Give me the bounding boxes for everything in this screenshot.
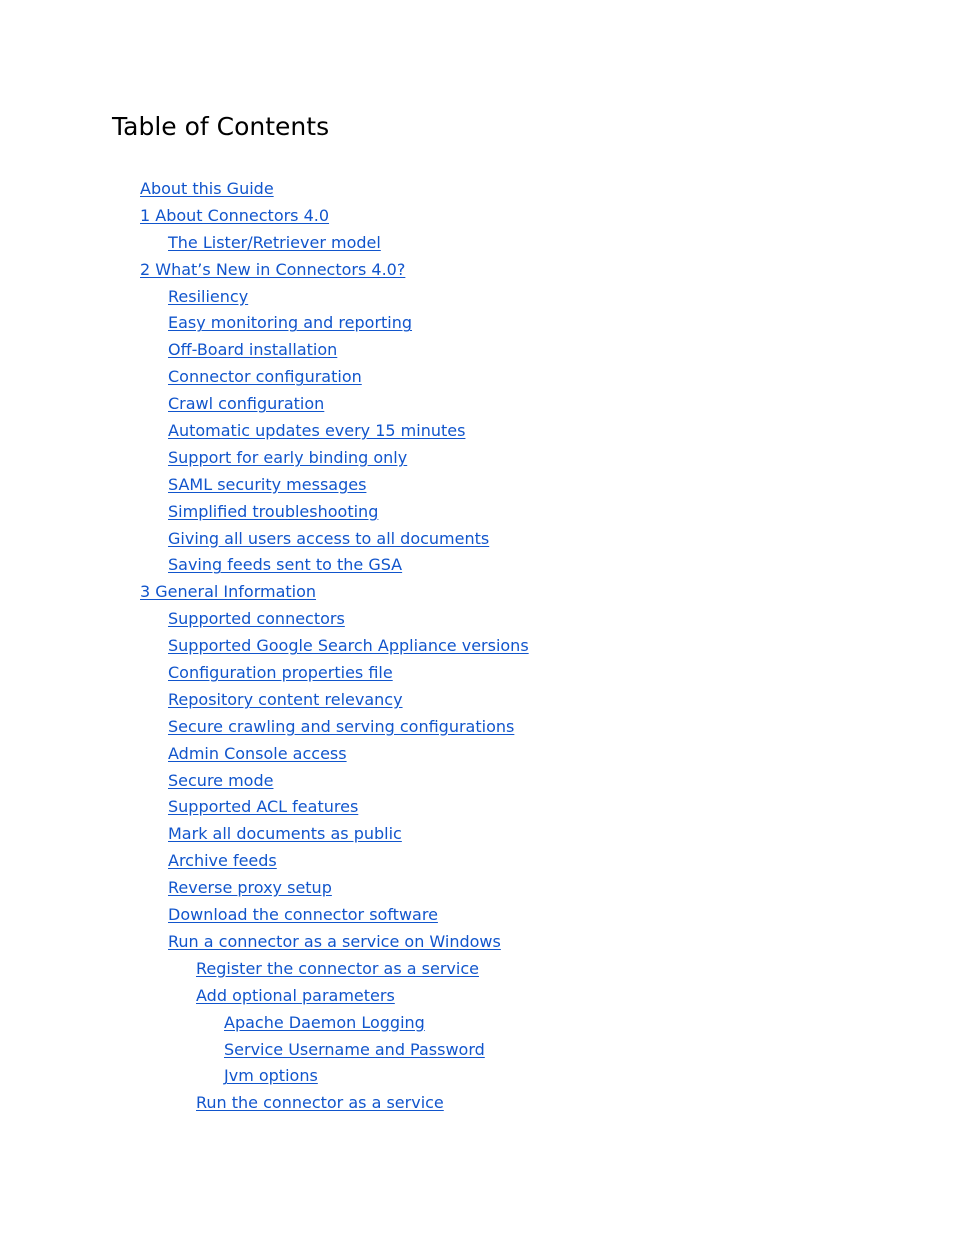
toc-link[interactable]: Repository content relevancy <box>168 689 403 709</box>
toc-link[interactable]: Secure crawling and serving configurations <box>168 716 515 736</box>
toc-entry <box>140 794 529 821</box>
toc-entry <box>140 257 529 284</box>
toc-entry <box>140 418 529 445</box>
toc-link[interactable]: Add optional parameters <box>196 985 395 1005</box>
toc-entry <box>140 606 529 633</box>
toc-entry <box>140 660 529 687</box>
toc-entry <box>140 714 529 741</box>
toc-link[interactable]: 1 About Connectors 4.0 <box>140 205 330 225</box>
toc-entry <box>140 1010 529 1037</box>
toc-entry <box>140 1063 529 1090</box>
toc-link[interactable]: The Lister/Retriever model <box>168 232 381 252</box>
toc-link[interactable]: Mark all documents as public <box>168 824 402 844</box>
toc-entry <box>140 633 529 660</box>
toc-link[interactable]: Supported connectors <box>168 609 345 629</box>
toc-entry <box>140 310 529 337</box>
toc-entry <box>140 821 529 848</box>
toc-entry <box>140 552 529 579</box>
toc-entry <box>140 956 529 983</box>
toc-list <box>140 176 529 1117</box>
toc-entry <box>140 902 529 929</box>
toc-entry <box>140 741 529 768</box>
toc-entry <box>140 472 529 499</box>
toc-link[interactable]: Crawl configuration <box>168 394 325 414</box>
toc-link[interactable]: Archive feeds <box>168 851 277 871</box>
toc-entry <box>140 983 529 1010</box>
toc-link[interactable]: Download the connector software <box>168 905 438 925</box>
toc-entry <box>140 875 529 902</box>
toc-entry <box>140 1037 529 1064</box>
toc-link[interactable]: Service Username and Password <box>224 1039 485 1059</box>
toc-entry <box>140 230 529 257</box>
toc-entry <box>140 526 529 553</box>
toc-link[interactable]: Resiliency <box>168 286 249 306</box>
toc-link[interactable]: Saving feeds sent to the GSA <box>168 555 403 575</box>
toc-link[interactable]: Run the connector as a service <box>196 1093 444 1113</box>
toc-link[interactable]: Automatic updates every 15 minutes <box>168 421 466 441</box>
toc-link[interactable]: 2 What’s New in Connectors 4.0? <box>140 259 406 279</box>
toc-entry <box>140 768 529 795</box>
toc-entry <box>140 337 529 364</box>
toc-link[interactable]: SAML security messages <box>168 474 367 494</box>
toc-link[interactable]: Reverse proxy setup <box>168 878 332 898</box>
toc-link[interactable]: About this Guide <box>140 179 274 198</box>
toc-link[interactable]: Connector configuration <box>168 367 362 387</box>
toc-entry <box>140 445 529 472</box>
toc-link[interactable]: Apache Daemon Logging <box>224 1012 425 1032</box>
toc-entry <box>140 848 529 875</box>
toc-entry <box>140 176 529 203</box>
toc-link[interactable]: Support for early binding only <box>168 447 408 467</box>
toc-entry <box>140 579 529 606</box>
toc-link[interactable]: Secure mode <box>168 770 274 790</box>
toc-entry <box>140 687 529 714</box>
toc-link[interactable]: Admin Console access <box>168 743 347 763</box>
toc-link[interactable]: Off-Board installation <box>168 340 338 360</box>
toc-entry <box>140 1090 529 1117</box>
toc-entry <box>140 929 529 956</box>
toc-entry <box>140 499 529 526</box>
toc-link[interactable]: Easy monitoring and reporting <box>168 313 413 333</box>
toc-entry <box>140 203 529 230</box>
toc-link[interactable]: Run a connector as a service on Windows <box>168 931 501 951</box>
toc-link[interactable]: Simplified troubleshooting <box>168 501 379 521</box>
toc-link[interactable]: 3 General Information <box>140 582 317 602</box>
toc-link[interactable]: Giving all users access to all documents <box>168 528 490 548</box>
toc-link[interactable]: Configuration properties file <box>168 663 393 683</box>
toc-link[interactable]: Register the connector as a service <box>196 958 479 978</box>
toc-link[interactable]: Supported Google Search Appliance versions <box>168 636 529 656</box>
toc-entry <box>140 364 529 391</box>
toc-entry <box>140 391 529 418</box>
toc-entry <box>140 284 529 311</box>
toc-heading: Table of Contents <box>112 112 330 141</box>
toc-link[interactable]: Supported ACL features <box>168 797 359 817</box>
toc-link[interactable]: Jvm options <box>224 1066 318 1086</box>
